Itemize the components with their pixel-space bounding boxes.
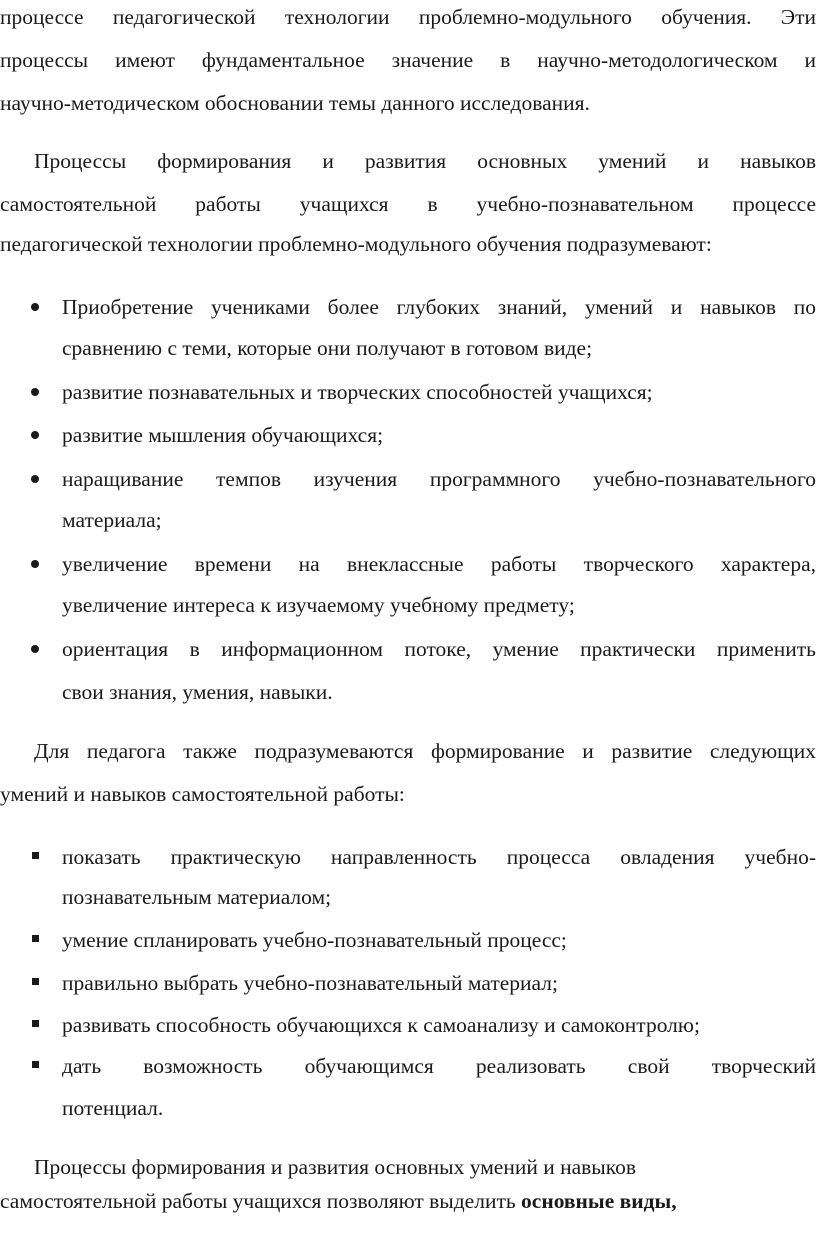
list-1-item-1-line-1: Приобретение учениками более глубоких знаний, умений и навыков по: [62, 295, 816, 319]
list-1-item-5-line-2: увеличение интереса к изучаемому учебному предмету;: [62, 593, 575, 617]
list-2-item-5-line-2: потенциал.: [62, 1096, 164, 1120]
square-bullet-icon: [28, 835, 42, 879]
paragraph-3-line-2: умений и навыков самостоятельной работы:: [0, 782, 405, 806]
list-1-item-4-line-1: наращивание темпов изучения программного учебно-познавательного: [62, 467, 816, 491]
disc-bullet-icon: [28, 370, 42, 414]
paragraph-4-line-2-regular: самостоятельной работы учащихся позволяют выделить: [0, 1189, 522, 1213]
square-bullet-icon: [28, 918, 42, 962]
square-bullet-icon: [28, 961, 42, 1005]
paragraph-4-line-1: Процессы формирования и развития основных умений и навыков: [34, 1155, 637, 1179]
paragraph-3-line-1: Для педагога также подразумеваются формирование и развитие следующих: [34, 739, 816, 763]
list-1-item-1-line-2: сравнению с теми, которые они получают в готовом виде;: [62, 336, 593, 360]
list-1-item-6-line-2: свои знания, умения, навыки.: [62, 680, 333, 704]
disc-bullet-icon: [28, 285, 42, 329]
paragraph-1-line-1: процессе педагогической технологии проблемно-модульного обучения. Эти: [0, 5, 816, 29]
paragraph-2-line-2: самостоятельной работы учащихся в учебно-познавательном процессе: [0, 192, 816, 216]
list-2-item-4: развивать способность обучающихся к самоанализу и самоконтролю;: [62, 1013, 700, 1037]
list-1-item-3: развитие мышления обучающихся;: [62, 423, 384, 447]
paragraph-4-line-2-bold: основные виды,: [521, 1189, 677, 1213]
list-2-item-5-line-1: дать возможность обучающимся реализовать свой творческий: [62, 1054, 816, 1078]
list-2-item-1-line-1: показать практическую направленность процесса овладения учебно-: [62, 845, 816, 869]
disc-bullet-icon: [28, 542, 42, 586]
list-1-item-4-line-2: материала;: [62, 508, 162, 532]
list-1-item-2: развитие познавательных и творческих способностей учащихся;: [62, 380, 653, 404]
paragraph-1-line-2: процессы имеют фундаментальное значение в научно-методологическом и: [0, 48, 816, 72]
disc-bullet-icon: [28, 627, 42, 671]
paragraph-1-line-3: научно-методическом обосновании темы данного исследования.: [0, 91, 590, 115]
list-1-item-5-line-1: увеличение времени на внеклассные работы творческого характера,: [62, 552, 816, 576]
paragraph-4-line-2: [0, 1179, 816, 1223]
list-2-item-3: правильно выбрать учебно-познавательный материал;: [62, 971, 558, 995]
square-bullet-icon: [28, 1044, 42, 1088]
square-bullet-icon: [28, 1003, 42, 1047]
paragraph-2-line-3: педагогической технологии проблемно-модульного обучения подразумевают:: [0, 232, 712, 256]
list-1-item-6-line-1: ориентация в информационном потоке, умение практически применить: [62, 637, 816, 661]
list-2-item-2: умение спланировать учебно-познавательный процесс;: [62, 928, 567, 952]
disc-bullet-icon: [28, 457, 42, 501]
list-2-item-1-line-2: познавательным материалом;: [62, 885, 332, 909]
disc-bullet-icon: [28, 413, 42, 457]
paragraph-2-line-1: Процессы формирования и развития основных умений и навыков: [34, 149, 816, 173]
